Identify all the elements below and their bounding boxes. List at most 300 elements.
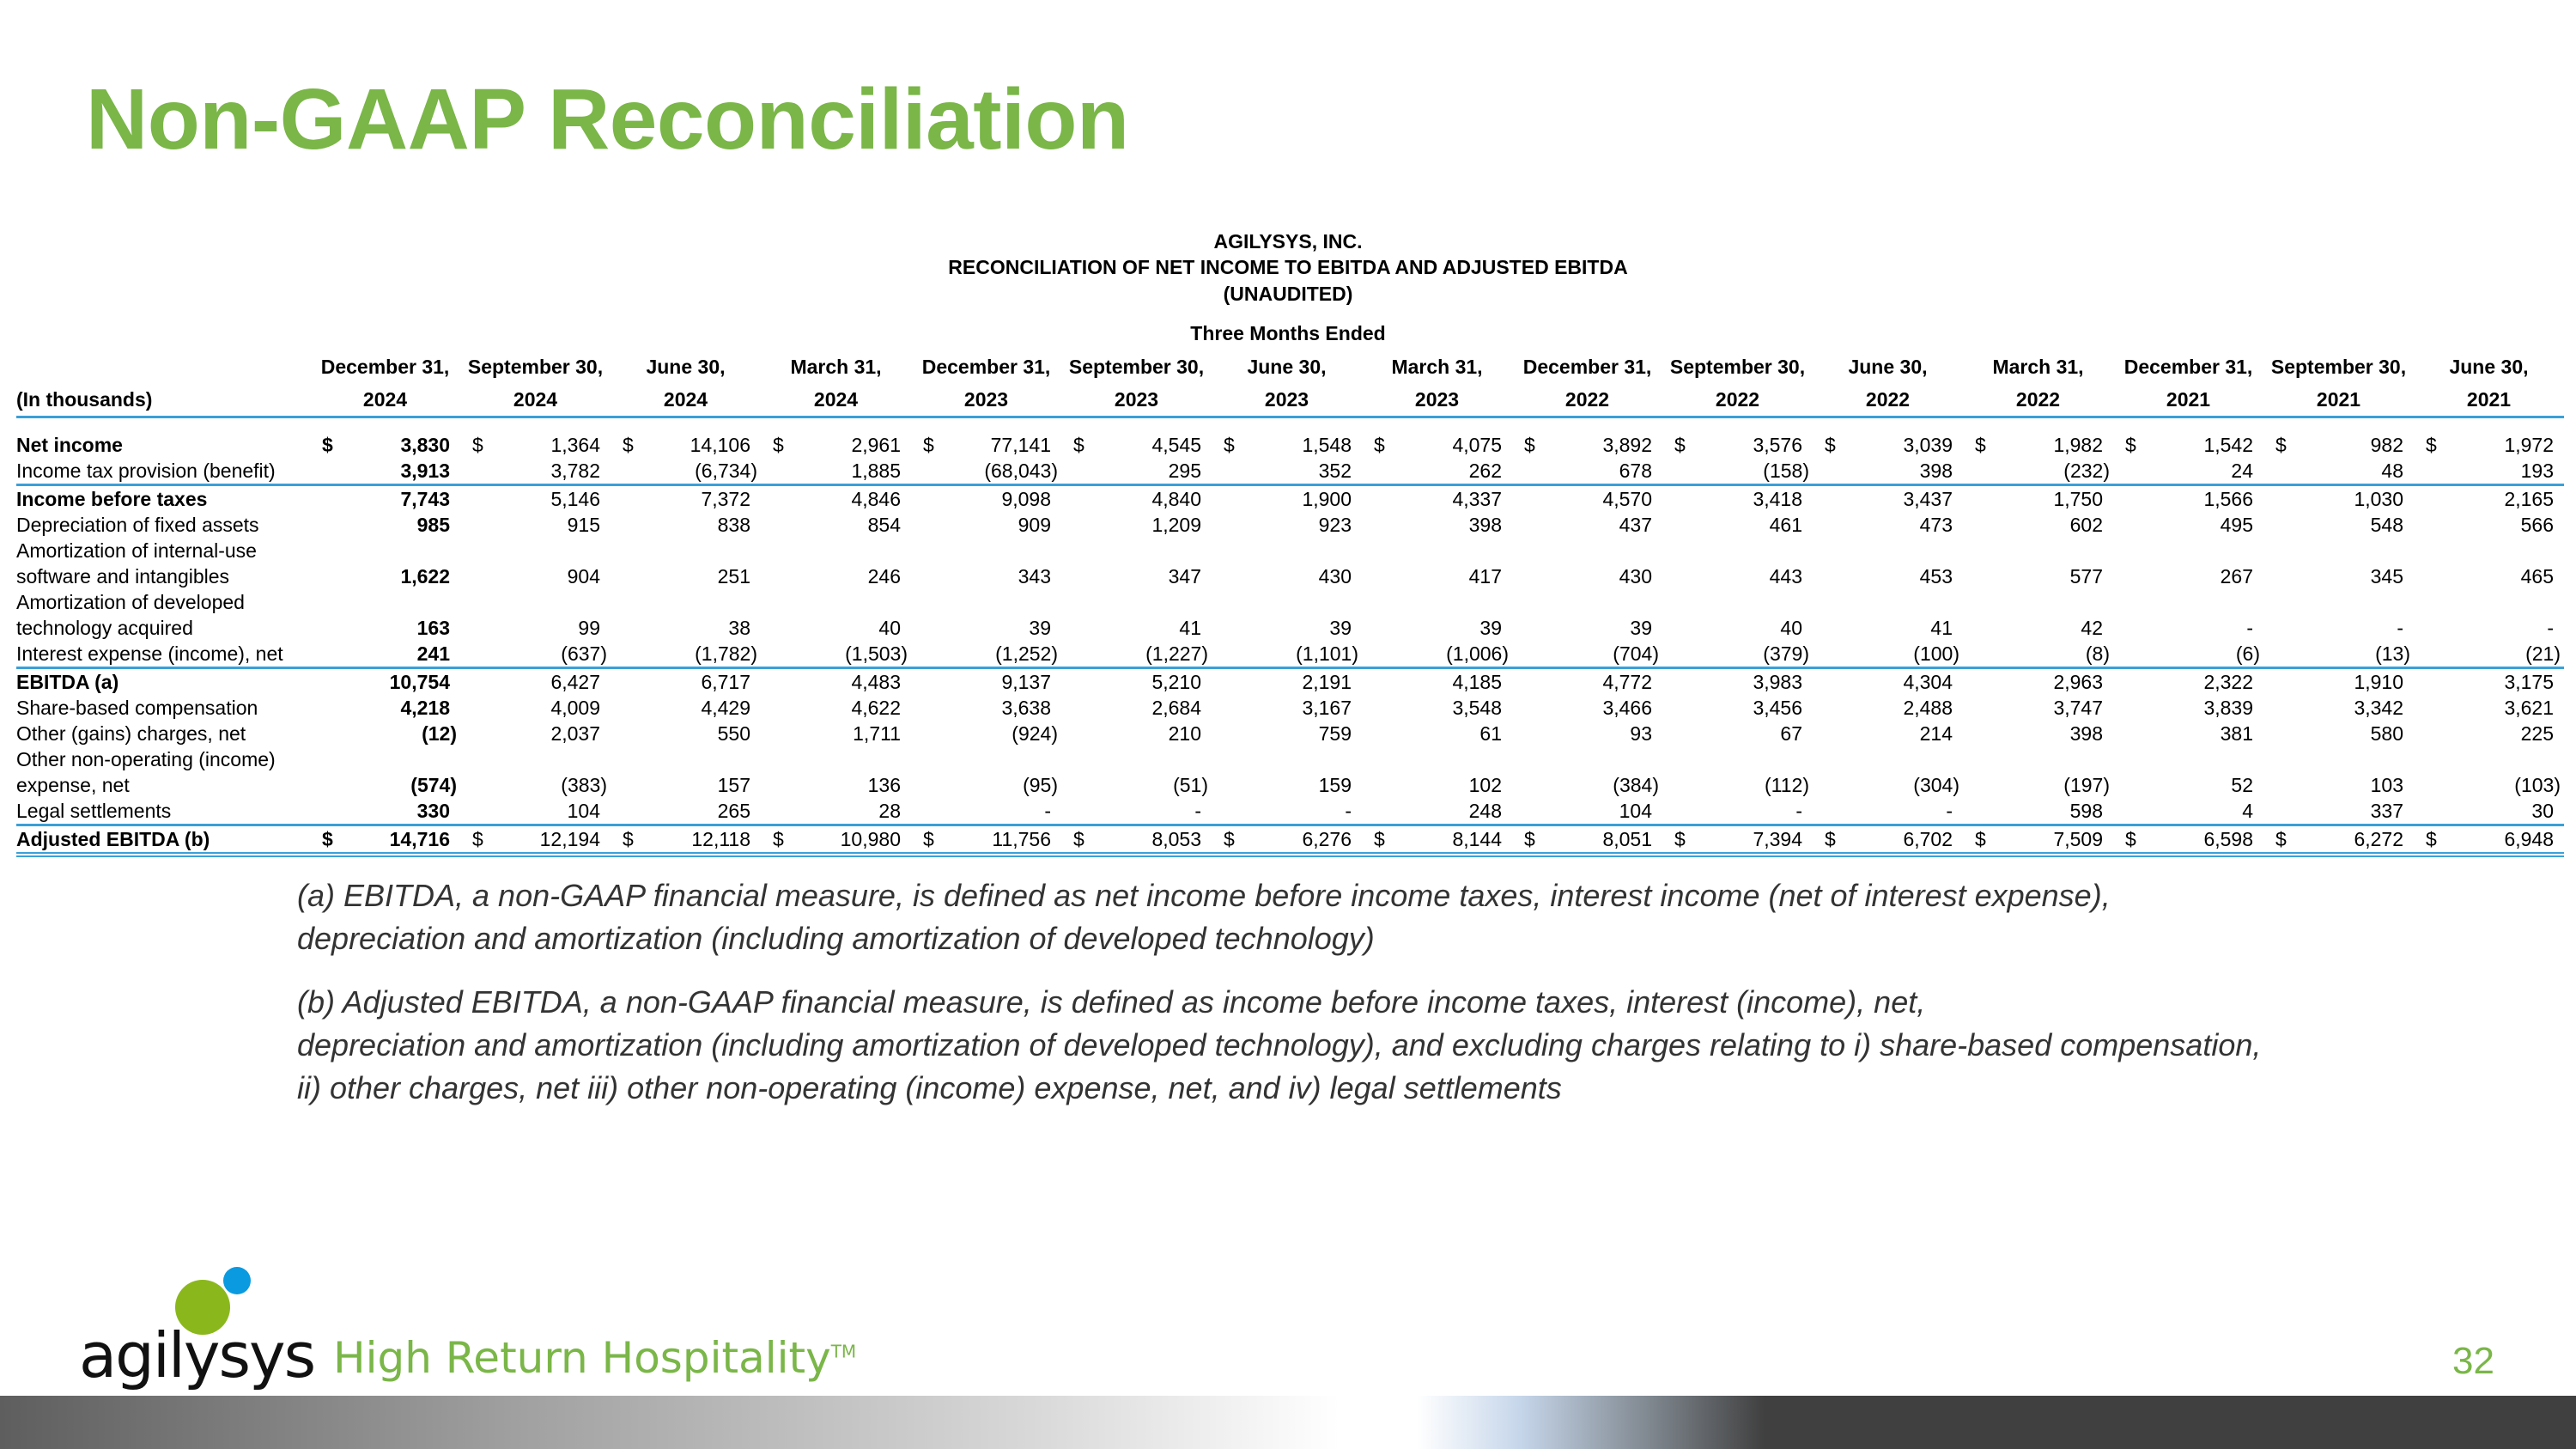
value-cell — [611, 485, 761, 513]
value-cell — [1512, 458, 1662, 485]
row-label: Other (gains) charges, net — [16, 722, 246, 745]
value-cell — [1512, 825, 1662, 855]
value: 1,982 — [2053, 434, 2103, 456]
value: 566 — [2520, 514, 2554, 536]
value-cell — [911, 589, 1061, 641]
value: 9,098 — [1001, 488, 1051, 510]
value: 246 — [867, 565, 901, 588]
value-cell — [2263, 458, 2414, 485]
value: 41 — [1179, 617, 1201, 639]
value-cell — [611, 798, 761, 825]
value-cell — [310, 825, 460, 855]
value-cell — [2113, 641, 2263, 668]
value: 1,900 — [1302, 488, 1352, 510]
value: (95) — [1023, 774, 1058, 796]
value: (1,101) — [1296, 642, 1358, 665]
value: 381 — [2220, 722, 2253, 745]
value: - — [1044, 800, 1051, 822]
value-cell — [310, 746, 460, 798]
value-cell — [1813, 825, 1963, 855]
value: 3,039 — [1903, 434, 1953, 456]
value-cell — [2263, 721, 2414, 746]
value-cell — [1512, 695, 1662, 721]
value-cell — [1813, 695, 1963, 721]
value-cell — [1813, 512, 1963, 538]
value: 11,756 — [992, 828, 1051, 850]
value-cell — [2263, 538, 2414, 589]
value-cell — [1512, 641, 1662, 668]
value-cell — [611, 432, 761, 458]
value: 38 — [728, 617, 750, 639]
value: 838 — [717, 514, 750, 536]
value: 678 — [1619, 460, 1652, 482]
column-period: December 31, — [921, 356, 1051, 378]
value: - — [1795, 800, 1802, 822]
value: (232) — [2063, 460, 2110, 482]
value-cell — [460, 641, 611, 668]
value: 7,509 — [2053, 828, 2103, 850]
value: 39 — [1329, 617, 1352, 639]
value: 461 — [1769, 514, 1802, 536]
value: 1,364 — [550, 434, 600, 456]
currency-symbol: $ — [1674, 828, 1686, 850]
value: 6,948 — [2504, 828, 2554, 850]
value: 3,466 — [1602, 697, 1652, 719]
value-cell — [611, 695, 761, 721]
value-cell — [1963, 695, 2113, 721]
value: 1,030 — [2354, 488, 2403, 510]
row-label: Legal settlements — [16, 798, 310, 825]
column-period: September 30, — [467, 356, 604, 378]
value-cell — [911, 512, 1061, 538]
value: 1,711 — [853, 722, 901, 745]
currency-symbol: $ — [923, 434, 934, 456]
value: 102 — [1468, 774, 1502, 796]
value-cell — [2113, 746, 2263, 798]
value-cell — [2414, 512, 2564, 538]
table-row — [16, 589, 2564, 641]
value-cell — [2414, 485, 2564, 513]
value-cell — [1212, 798, 1362, 825]
currency-symbol: $ — [472, 434, 483, 456]
value: 193 — [2520, 460, 2554, 482]
value-cell — [1362, 485, 1512, 513]
footnote-a — [297, 874, 2111, 960]
value-cell — [2113, 668, 2263, 696]
value-cell — [460, 721, 611, 746]
value-cell — [2113, 589, 2263, 641]
value-cell — [1362, 746, 1512, 798]
value-cell — [1813, 668, 1963, 696]
currency-symbol: $ — [773, 828, 784, 850]
value-cell — [761, 458, 911, 485]
currency-symbol: $ — [1073, 828, 1084, 850]
value: 12,118 — [691, 828, 750, 850]
value: 3,747 — [2053, 697, 2103, 719]
value-cell — [1963, 589, 2113, 641]
value-cell — [761, 695, 911, 721]
value: 6,717 — [701, 671, 750, 693]
value-cell — [1061, 825, 1212, 855]
column-year: 2021 — [2113, 383, 2263, 417]
value: 909 — [1018, 514, 1051, 536]
value-cell — [1061, 695, 1212, 721]
value-cell — [1512, 798, 1662, 825]
value: 6,598 — [2203, 828, 2253, 850]
value: (100) — [1913, 642, 1959, 665]
value: 495 — [2220, 514, 2253, 536]
column-period: September 30, — [2270, 356, 2407, 378]
value: 7,743 — [400, 488, 450, 510]
value-cell — [1362, 825, 1512, 855]
value-cell — [460, 538, 611, 589]
value: 4,846 — [851, 488, 901, 510]
value: (1,227) — [1145, 642, 1208, 665]
value: 8,051 — [1602, 828, 1652, 850]
value-cell — [1061, 668, 1212, 696]
table-row — [16, 538, 2564, 589]
value-cell — [1963, 458, 2113, 485]
value-cell — [1362, 695, 1512, 721]
value: 39 — [1630, 617, 1652, 639]
value-cell — [460, 432, 611, 458]
value-cell — [611, 668, 761, 696]
value: 580 — [2370, 722, 2403, 745]
value-cell — [460, 825, 611, 855]
table-row — [16, 721, 2564, 746]
currency-symbol: $ — [2125, 828, 2136, 850]
value: 3,913 — [400, 460, 450, 482]
value: 4,429 — [701, 697, 750, 719]
column-period: December 31, — [1522, 356, 1652, 378]
value-cell — [761, 746, 911, 798]
currency-symbol: $ — [1524, 434, 1535, 456]
value-cell — [1362, 641, 1512, 668]
value-cell — [460, 512, 611, 538]
logo-blue-dot-icon — [223, 1267, 251, 1294]
value: (13) — [2375, 642, 2410, 665]
value-cell — [310, 458, 460, 485]
value-cell — [2414, 641, 2564, 668]
value-cell — [611, 746, 761, 798]
value-cell — [1662, 721, 1813, 746]
value-cell — [1512, 485, 1662, 513]
value-cell — [310, 668, 460, 696]
value: (1,252) — [995, 642, 1058, 665]
value: 41 — [1930, 617, 1953, 639]
currency-symbol: $ — [1073, 434, 1084, 456]
value-cell — [2414, 538, 2564, 589]
value-cell — [1662, 668, 1813, 696]
value: 4,772 — [1602, 671, 1652, 693]
column-year: 2021 — [2414, 383, 2564, 417]
value-cell — [2263, 589, 2414, 641]
value: 598 — [2069, 800, 2103, 822]
value: 904 — [567, 565, 600, 588]
value: 4,840 — [1151, 488, 1201, 510]
value: 4,545 — [1151, 434, 1201, 456]
value-cell — [611, 825, 761, 855]
value: (304) — [1913, 774, 1959, 796]
column-period: March 31, — [790, 356, 882, 378]
value: 104 — [567, 800, 600, 822]
value-cell — [1061, 641, 1212, 668]
column-period: December 31, — [320, 356, 450, 378]
value: 1,209 — [1151, 514, 1201, 536]
header-row-period — [16, 350, 2564, 383]
currency-symbol: $ — [2426, 828, 2437, 850]
value: 14,106 — [690, 434, 750, 456]
value: 136 — [867, 774, 901, 796]
value: 1,542 — [2203, 434, 2253, 456]
currency-symbol: $ — [2275, 828, 2287, 850]
value-cell — [761, 825, 911, 855]
value-cell — [1813, 746, 1963, 798]
value-cell — [911, 668, 1061, 696]
value: 345 — [2370, 565, 2403, 588]
value: 330 — [416, 800, 450, 822]
value-cell — [2113, 798, 2263, 825]
value: 10,754 — [389, 671, 450, 693]
value: - — [1946, 800, 1953, 822]
column-year: 2024 — [460, 383, 611, 417]
value: 417 — [1468, 565, 1502, 588]
value: 5,146 — [550, 488, 600, 510]
value: 12,194 — [539, 828, 600, 850]
value: 30 — [2531, 800, 2554, 822]
currency-symbol: $ — [2125, 434, 2136, 456]
value-cell — [911, 825, 1061, 855]
value-cell — [611, 538, 761, 589]
column-period: September 30, — [1669, 356, 1806, 378]
value: 430 — [1619, 565, 1652, 588]
column-year: 2023 — [1212, 383, 1362, 417]
value: 4,570 — [1602, 488, 1652, 510]
currency-symbol: $ — [1975, 828, 1986, 850]
logo-wordmark: agilysys — [79, 1319, 315, 1391]
value: 40 — [878, 617, 901, 639]
value-cell — [460, 695, 611, 721]
value-cell — [1512, 721, 1662, 746]
value: 759 — [1318, 722, 1352, 745]
value-cell — [1362, 721, 1512, 746]
value: 9,137 — [1001, 671, 1051, 693]
value-cell — [1512, 512, 1662, 538]
value: 1,622 — [400, 565, 450, 588]
value-cell — [2113, 458, 2263, 485]
column-year: 2022 — [1512, 383, 1662, 417]
value-cell — [2414, 721, 2564, 746]
value: 157 — [717, 774, 750, 796]
value-cell — [1963, 512, 2113, 538]
value-cell — [2263, 798, 2414, 825]
value-cell — [1061, 721, 1212, 746]
value-cell — [761, 721, 911, 746]
column-period: March 31, — [1391, 356, 1483, 378]
value: 443 — [1769, 565, 1802, 588]
value-cell — [1362, 512, 1512, 538]
value-cell — [761, 485, 911, 513]
value: 1,885 — [851, 460, 901, 482]
value: 1,566 — [2203, 488, 2253, 510]
row-label: Income before taxes — [16, 488, 208, 510]
value-cell — [310, 695, 460, 721]
value-cell — [310, 538, 460, 589]
value: 67 — [1780, 722, 1802, 745]
value-cell — [1512, 538, 1662, 589]
value: - — [1194, 800, 1201, 822]
value-cell — [1061, 432, 1212, 458]
value: (384) — [1613, 774, 1659, 796]
value: 3,983 — [1753, 671, 1802, 693]
currency-symbol: $ — [1374, 434, 1385, 456]
value-cell — [911, 432, 1061, 458]
value-cell — [2263, 668, 2414, 696]
value: 103 — [2370, 774, 2403, 796]
footnote-b — [297, 981, 2261, 1110]
value: 6,702 — [1903, 828, 1953, 850]
value: 3,638 — [1001, 697, 1051, 719]
value: - — [2397, 617, 2403, 639]
value: 1,750 — [2053, 488, 2103, 510]
row-label: Income tax provision (benefit) — [16, 458, 310, 485]
tagline-text: High Return Hospitality — [333, 1333, 831, 1383]
currency-symbol: $ — [1524, 828, 1535, 850]
value: (197) — [2063, 774, 2110, 796]
value: (379) — [1763, 642, 1809, 665]
value: 14,716 — [389, 828, 450, 850]
value: (68,043) — [984, 460, 1058, 482]
value-cell — [611, 512, 761, 538]
value-cell — [761, 538, 911, 589]
value: 923 — [1318, 514, 1352, 536]
row-label: Interest expense (income), net — [16, 641, 310, 668]
value-cell — [911, 746, 1061, 798]
value: 2,037 — [550, 722, 600, 745]
value-cell — [1061, 798, 1212, 825]
currency-symbol: $ — [1825, 828, 1836, 850]
value-cell — [1362, 538, 1512, 589]
column-period: September 30, — [1068, 356, 1205, 378]
value-cell — [2414, 432, 2564, 458]
row-label: Share-based compensation — [16, 697, 258, 719]
value: 3,782 — [550, 460, 600, 482]
value-cell — [310, 485, 460, 513]
value-cell — [761, 589, 911, 641]
value-cell — [2113, 512, 2263, 538]
currency-symbol: $ — [1374, 828, 1385, 850]
value-cell — [1212, 668, 1362, 696]
value: 3,167 — [1302, 697, 1352, 719]
value: 1,910 — [2354, 671, 2403, 693]
value: 159 — [1318, 774, 1352, 796]
footnote-b-line: (b) Adjusted EBITDA, a non-GAAP financial measure, is defined as income before income taxes, interest (income), net, — [297, 984, 1926, 1020]
value-cell — [1963, 432, 2113, 458]
value-cell — [761, 432, 911, 458]
value: 2,191 — [1302, 671, 1352, 693]
value: 4,075 — [1452, 434, 1502, 456]
column-year: 2022 — [1963, 383, 2113, 417]
value-cell — [1212, 458, 1362, 485]
value: 854 — [867, 514, 901, 536]
value: (637) — [561, 642, 607, 665]
value-cell — [1512, 589, 1662, 641]
value: 6,427 — [550, 671, 600, 693]
value-cell — [2414, 458, 2564, 485]
currency-symbol: $ — [2426, 434, 2437, 456]
currency-symbol: $ — [623, 434, 634, 456]
value-cell — [1662, 458, 1813, 485]
value: 398 — [1919, 460, 1953, 482]
value: 10,980 — [840, 828, 901, 850]
value-cell — [1362, 589, 1512, 641]
value-cell — [1963, 798, 2113, 825]
value: 337 — [2370, 800, 2403, 822]
footnote-a-line: depreciation and amortization (including amortization of developed technology) — [297, 921, 1375, 956]
value-cell — [2263, 485, 2414, 513]
value-cell — [1662, 825, 1813, 855]
value: 2,488 — [1903, 697, 1953, 719]
value-cell — [1662, 695, 1813, 721]
value: (158) — [1763, 460, 1809, 482]
currency-symbol: $ — [1224, 828, 1235, 850]
value: 104 — [1619, 800, 1652, 822]
column-year: 2024 — [611, 383, 761, 417]
value: 430 — [1318, 565, 1352, 588]
value-cell — [611, 721, 761, 746]
value: 3,892 — [1602, 434, 1652, 456]
value-cell — [1813, 798, 1963, 825]
value: 602 — [2069, 514, 2103, 536]
value: 61 — [1479, 722, 1502, 745]
value-cell — [2263, 641, 2414, 668]
value: 5,210 — [1151, 671, 1201, 693]
value: 48 — [2381, 460, 2403, 482]
column-year: 2023 — [911, 383, 1061, 417]
value-cell — [310, 798, 460, 825]
value: 453 — [1919, 565, 1953, 588]
value: 352 — [1318, 460, 1352, 482]
value: 265 — [717, 800, 750, 822]
value: 295 — [1168, 460, 1201, 482]
currency-symbol: $ — [1224, 434, 1235, 456]
value-cell — [1212, 825, 1362, 855]
value: 982 — [2370, 434, 2403, 456]
value: (51) — [1173, 774, 1208, 796]
value-cell — [310, 641, 460, 668]
currency-symbol: $ — [322, 434, 333, 456]
header-row-year — [16, 383, 2564, 417]
column-period: June 30, — [1247, 356, 1327, 378]
column-year: 2021 — [2263, 383, 2414, 417]
value: 577 — [2069, 565, 2103, 588]
value-cell — [911, 485, 1061, 513]
value: 343 — [1018, 565, 1051, 588]
trademark-mark: TM — [830, 1341, 857, 1362]
value-cell — [2113, 485, 2263, 513]
value-cell — [761, 668, 911, 696]
table-row — [16, 512, 2564, 538]
value: 52 — [2231, 774, 2253, 796]
value: 2,684 — [1151, 697, 1201, 719]
value: 40 — [1780, 617, 1802, 639]
value: (1,006) — [1446, 642, 1509, 665]
value: (6) — [2235, 642, 2260, 665]
value-cell — [611, 589, 761, 641]
value-cell — [1061, 589, 1212, 641]
value: 985 — [416, 514, 450, 536]
row-label: Amortization of internal-use software and intangibles — [16, 539, 257, 588]
